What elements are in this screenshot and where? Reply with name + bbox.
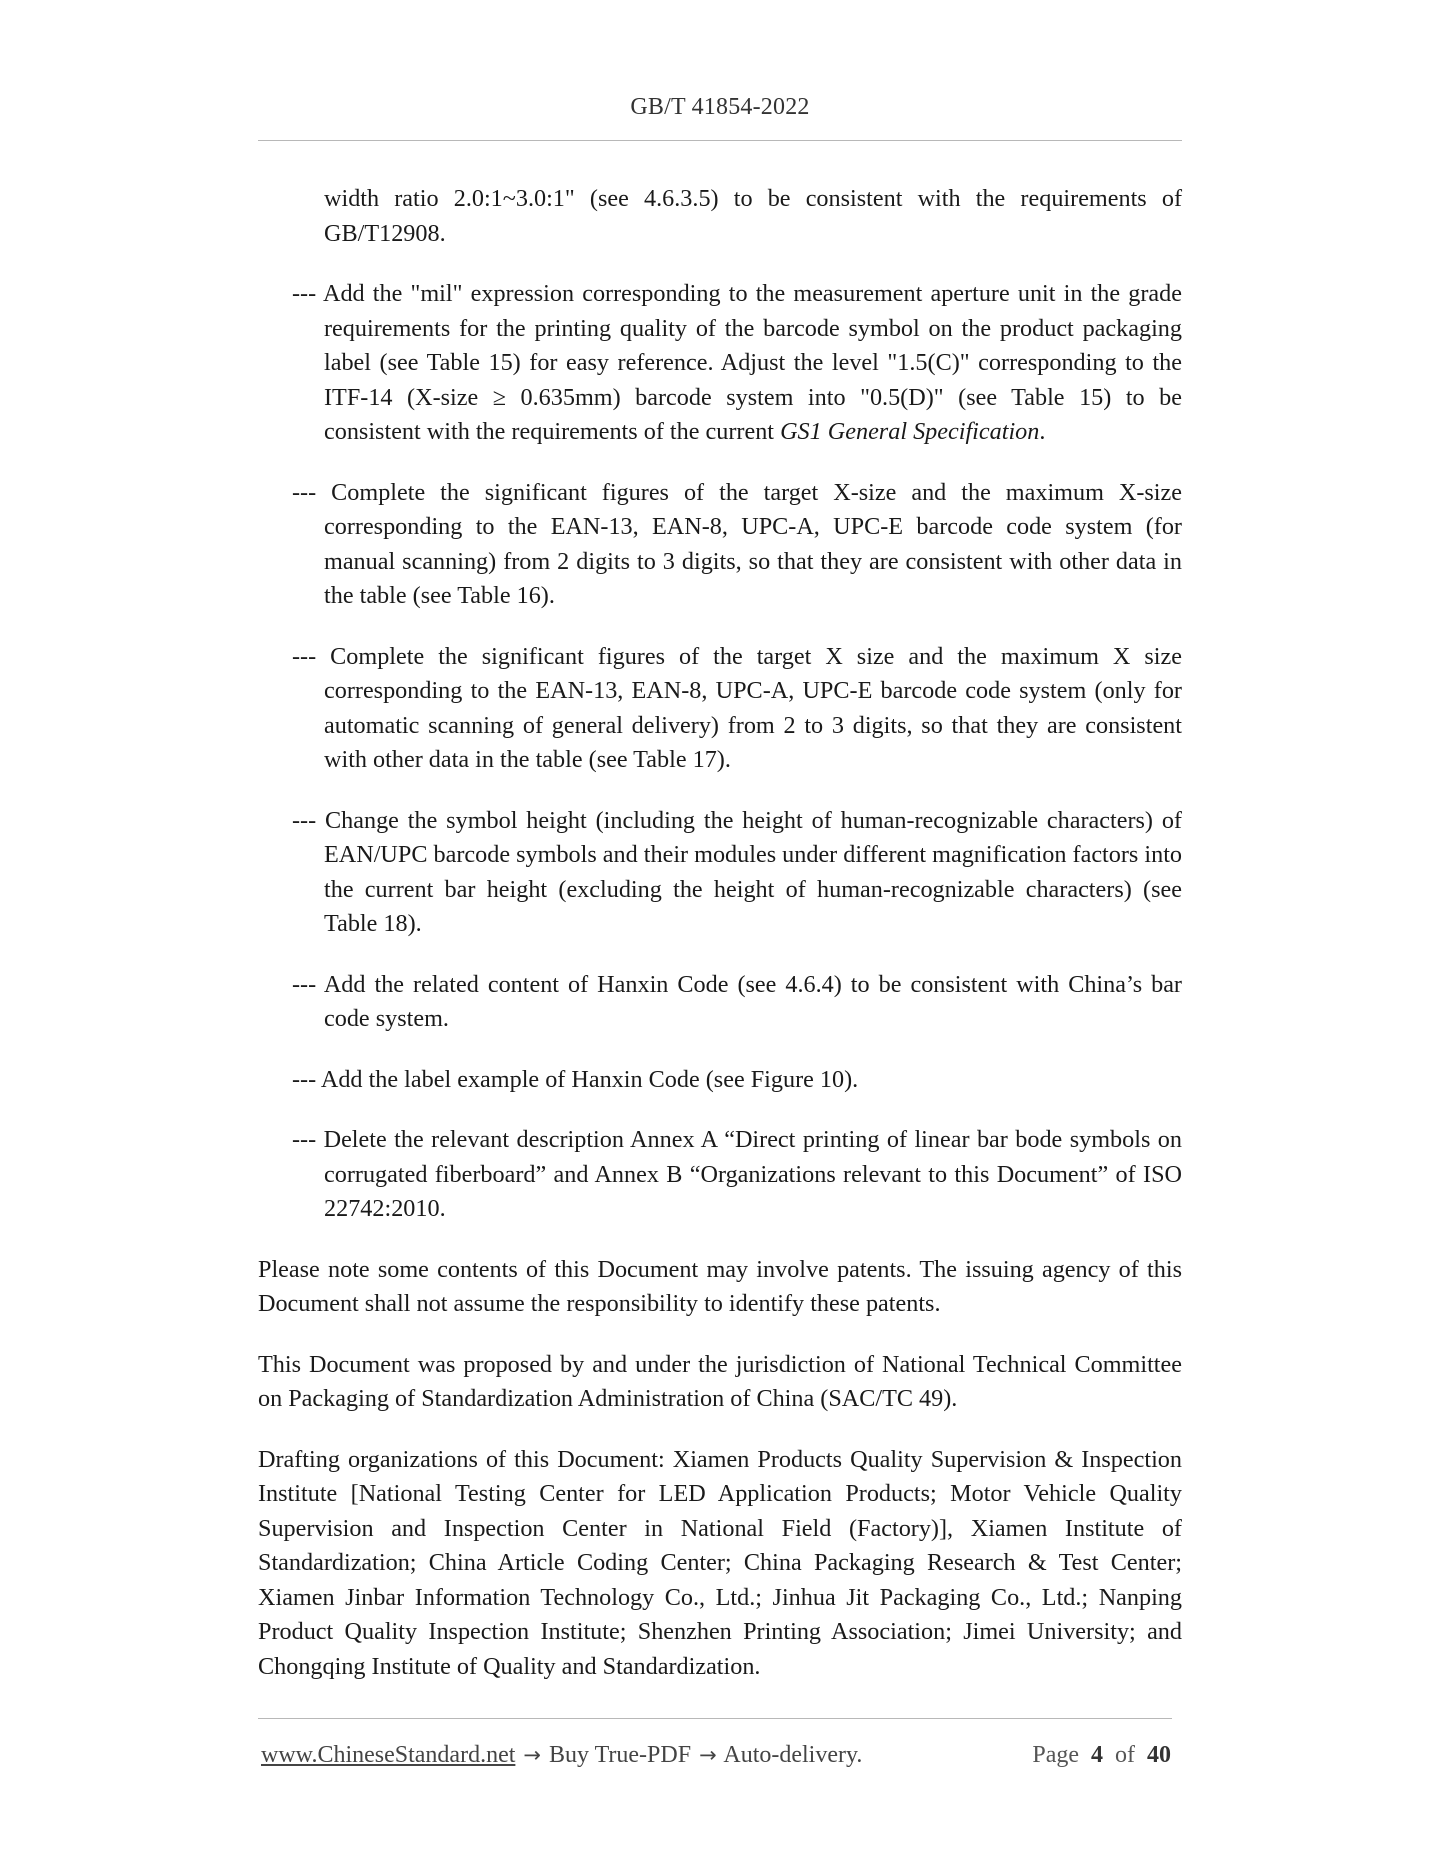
header-divider [258, 140, 1182, 141]
drafting-paragraph: Drafting organizations of this Document: Xiamen Products Quality Supervision & Inspection Institute [National Testing Center for LED Application Products; Motor Vehicle Quality Supervision and Inspection Center in National Field (Factory)], Xiamen Institute of Standardization; China Article Coding Center; China Packaging Research & Test Center; Xiamen Jinbar Information Technology Co., Ltd.; Jinhua Jit Packaging Co., Ltd.; Nanping Product Quality Inspection Institute; Shenzhen Printing Association; Jimei University; and Chongqing Institute of Quality and Standardization. [258, 1445, 1182, 1680]
list-item: --- Complete the significant figures of the target X-size and the maximum X-size corresponding to the EAN-13, EAN-8, UPC-A, UPC-E barcode code system (for manual scanning) from 2 digits to 3 digits, so that they are consistent with other data in the table (see Table 16). [292, 478, 1182, 609]
buy-true-pdf-text: Buy True-PDF [549, 1742, 692, 1768]
footer-divider [258, 1718, 1172, 1719]
continued-item-text: width ratio 2.0:1~3.0:1" (see 4.6.3.5) to be consistent with the requirements of GB/T12908. [324, 185, 1182, 247]
total-pages-number: 40 [1147, 1742, 1171, 1768]
auto-delivery-text: Auto-delivery. [723, 1742, 863, 1768]
right-arrow-icon: → [523, 1743, 541, 1767]
page-body [258, 182, 1182, 1710]
list-item: --- Add the label example of Hanxin Code (see Figure 10). [292, 1065, 859, 1093]
list-item-text: --- Add the "mil" expression corresponding to the measurement aperture unit in the grade requirements for the printing quality of the barcode symbol on the product packaging label (see Table 15) for easy reference. Adjust the level "1.5(C)" corresponding to the ITF-14 (X-size ≥ 0.635mm) barcode system into "0.5(D)" (see Table 15) to be consistent with the requirements of the current [292, 280, 1182, 445]
proposed-paragraph: This Document was proposed by and under the jurisdiction of National Technical Committee on Packaging of Standardization Administration of China (SAC/TC 49). [258, 1350, 1182, 1412]
document-header: GB/T 41854-2022 [630, 94, 810, 120]
current-page-number: 4 [1091, 1742, 1103, 1768]
list-item: --- Complete the significant figures of the target X size and the maximum X size corresponding to the EAN-13, EAN-8, UPC-A, UPC-E barcode code system (only for automatic scanning of general delivery) from 2 to 3 digits, so that they are consistent with other data in the table (see Table 17). [292, 642, 1182, 773]
site-link[interactable]: www.ChineseStandard.net [261, 1742, 516, 1768]
list-item-text-end: . [1039, 418, 1046, 445]
list-item: --- Change the symbol height (including the height of human-recognizable characters) of EAN/UPC barcode symbols and their modules under different magnification factors into the current bar height (excluding the height of human-recognizable characters) (see Table 18). [292, 806, 1183, 937]
patents-paragraph: Please note some contents of this Document may involve patents. The issuing agency of this Document shall not assume the responsibility to identify these patents. [258, 1255, 1182, 1317]
list-item: --- Add the related content of Hanxin Code (see 4.6.4) to be consistent with China’s bar code system. [292, 970, 1182, 1032]
list-item: --- Delete the relevant description Annex A “Direct printing of linear bar bode symbols on corrugated fiberboard” and Annex B “Organizations relevant to this Document” of ISO 22742:2010. [292, 1126, 1182, 1222]
of-label: of [1115, 1742, 1135, 1768]
page-label: Page [1032, 1742, 1079, 1768]
right-arrow-icon: → [699, 1743, 717, 1767]
list-item-italic-title: GS1 General Specification [780, 418, 1040, 445]
page-number [1032, 1742, 1171, 1769]
footer-links [261, 1742, 862, 1769]
list-item [258, 277, 1182, 450]
